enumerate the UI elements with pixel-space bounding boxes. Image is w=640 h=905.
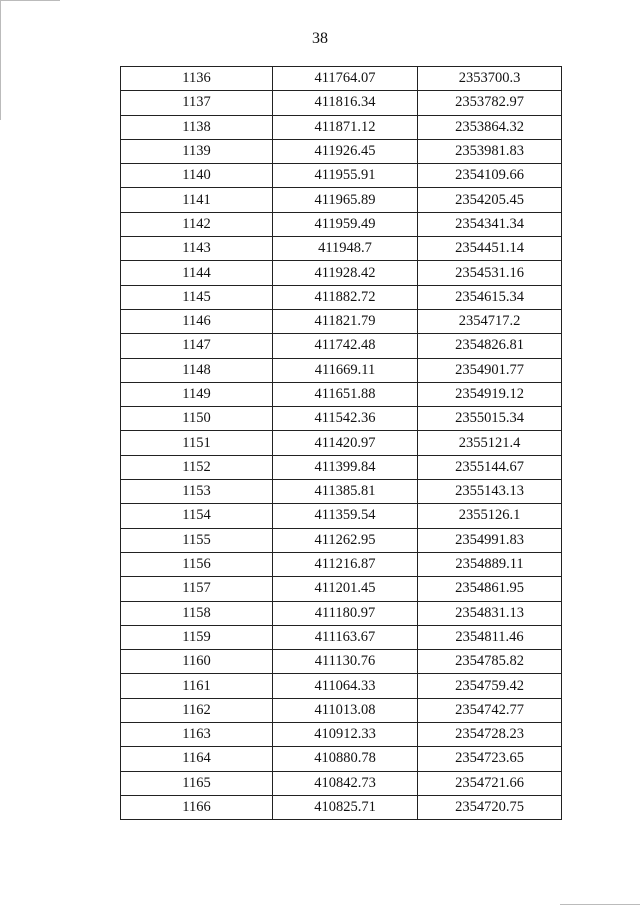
x-coordinate-cell: 411542.36 — [273, 407, 418, 431]
y-coordinate-cell: 2354721.66 — [418, 771, 562, 795]
y-coordinate-cell: 2354919.12 — [418, 382, 562, 406]
table-row — [121, 577, 562, 601]
point-number-cell: 1160 — [121, 650, 273, 674]
point-number-cell: 1152 — [121, 455, 273, 479]
table-row — [121, 723, 562, 747]
x-coordinate-cell: 411420.97 — [273, 431, 418, 455]
point-number-cell: 1151 — [121, 431, 273, 455]
y-coordinate-cell: 2354861.95 — [418, 577, 562, 601]
table-row — [121, 139, 562, 163]
y-coordinate-cell: 2355144.67 — [418, 455, 562, 479]
point-number-cell: 1144 — [121, 261, 273, 285]
table-row — [121, 237, 562, 261]
table-row — [121, 795, 562, 819]
x-coordinate-cell: 410825.71 — [273, 795, 418, 819]
x-coordinate-cell: 410912.33 — [273, 723, 418, 747]
x-coordinate-cell: 411359.54 — [273, 504, 418, 528]
x-coordinate-cell: 411955.91 — [273, 164, 418, 188]
y-coordinate-cell: 2354720.75 — [418, 795, 562, 819]
y-coordinate-cell: 2354717.2 — [418, 309, 562, 333]
x-coordinate-cell: 411130.76 — [273, 650, 418, 674]
x-coordinate-cell: 411821.79 — [273, 309, 418, 333]
point-number-cell: 1147 — [121, 334, 273, 358]
point-number-cell: 1145 — [121, 285, 273, 309]
scan-edge-mark — [0, 0, 1, 120]
point-number-cell: 1150 — [121, 407, 273, 431]
point-number-cell: 1141 — [121, 188, 273, 212]
x-coordinate-cell: 411669.11 — [273, 358, 418, 382]
x-coordinate-cell: 411262.95 — [273, 528, 418, 552]
y-coordinate-cell: 2354811.46 — [418, 625, 562, 649]
table-row — [121, 309, 562, 333]
y-coordinate-cell: 2354531.16 — [418, 261, 562, 285]
x-coordinate-cell: 411385.81 — [273, 480, 418, 504]
x-coordinate-cell: 411742.48 — [273, 334, 418, 358]
point-number-cell: 1162 — [121, 698, 273, 722]
x-coordinate-cell: 411816.34 — [273, 91, 418, 115]
table-row — [121, 455, 562, 479]
x-coordinate-cell: 411871.12 — [273, 115, 418, 139]
table-row — [121, 91, 562, 115]
point-number-cell: 1146 — [121, 309, 273, 333]
table-row — [121, 552, 562, 576]
point-number-cell: 1137 — [121, 91, 273, 115]
y-coordinate-cell: 2354889.11 — [418, 552, 562, 576]
y-coordinate-cell: 2355126.1 — [418, 504, 562, 528]
x-coordinate-cell: 410880.78 — [273, 747, 418, 771]
x-coordinate-cell: 411928.42 — [273, 261, 418, 285]
point-number-cell: 1153 — [121, 480, 273, 504]
table-row — [121, 504, 562, 528]
point-number-cell: 1138 — [121, 115, 273, 139]
x-coordinate-cell: 411399.84 — [273, 455, 418, 479]
point-number-cell: 1143 — [121, 237, 273, 261]
table-row — [121, 358, 562, 382]
point-number-cell: 1166 — [121, 795, 273, 819]
x-coordinate-cell: 411163.67 — [273, 625, 418, 649]
table-row — [121, 528, 562, 552]
y-coordinate-cell: 2354723.65 — [418, 747, 562, 771]
point-number-cell: 1163 — [121, 723, 273, 747]
y-coordinate-cell: 2354109.66 — [418, 164, 562, 188]
table-row — [121, 407, 562, 431]
y-coordinate-cell: 2355121.4 — [418, 431, 562, 455]
point-number-cell: 1139 — [121, 139, 273, 163]
table-row — [121, 771, 562, 795]
y-coordinate-cell: 2354728.23 — [418, 723, 562, 747]
x-coordinate-cell: 411201.45 — [273, 577, 418, 601]
y-coordinate-cell: 2354991.83 — [418, 528, 562, 552]
point-number-cell: 1159 — [121, 625, 273, 649]
x-coordinate-cell: 411926.45 — [273, 139, 418, 163]
table-row — [121, 650, 562, 674]
table-row — [121, 188, 562, 212]
point-number-cell: 1136 — [121, 67, 273, 91]
table-row — [121, 698, 562, 722]
table-row — [121, 67, 562, 91]
point-number-cell: 1157 — [121, 577, 273, 601]
table-row — [121, 625, 562, 649]
y-coordinate-cell: 2354341.34 — [418, 212, 562, 236]
x-coordinate-cell: 411764.07 — [273, 67, 418, 91]
point-number-cell: 1148 — [121, 358, 273, 382]
table-row — [121, 164, 562, 188]
x-coordinate-cell: 411216.87 — [273, 552, 418, 576]
point-number-cell: 1154 — [121, 504, 273, 528]
table-row — [121, 431, 562, 455]
point-number-cell: 1140 — [121, 164, 273, 188]
y-coordinate-cell: 2354451.14 — [418, 237, 562, 261]
point-number-cell: 1164 — [121, 747, 273, 771]
y-coordinate-cell: 2353864.32 — [418, 115, 562, 139]
table-row — [121, 334, 562, 358]
x-coordinate-cell: 411882.72 — [273, 285, 418, 309]
y-coordinate-cell: 2353782.97 — [418, 91, 562, 115]
y-coordinate-cell: 2354759.42 — [418, 674, 562, 698]
x-coordinate-cell: 410842.73 — [273, 771, 418, 795]
table-row — [121, 261, 562, 285]
table-row — [121, 747, 562, 771]
y-coordinate-cell: 2355015.34 — [418, 407, 562, 431]
x-coordinate-cell: 411013.08 — [273, 698, 418, 722]
y-coordinate-cell: 2354901.77 — [418, 358, 562, 382]
table-row — [121, 601, 562, 625]
point-number-cell: 1142 — [121, 212, 273, 236]
point-number-cell: 1155 — [121, 528, 273, 552]
table-row — [121, 115, 562, 139]
y-coordinate-cell: 2354205.45 — [418, 188, 562, 212]
y-coordinate-cell: 2353981.83 — [418, 139, 562, 163]
point-number-cell: 1158 — [121, 601, 273, 625]
x-coordinate-cell: 411965.89 — [273, 188, 418, 212]
page-number: 38 — [312, 30, 328, 47]
y-coordinate-cell: 2355143.13 — [418, 480, 562, 504]
coordinates-table — [120, 66, 562, 820]
scan-edge-mark — [0, 0, 60, 1]
table-row — [121, 674, 562, 698]
point-number-cell: 1161 — [121, 674, 273, 698]
x-coordinate-cell: 411959.49 — [273, 212, 418, 236]
table-row — [121, 480, 562, 504]
point-number-cell: 1165 — [121, 771, 273, 795]
x-coordinate-cell: 411948.7 — [273, 237, 418, 261]
coordinates-table-body — [121, 67, 562, 820]
x-coordinate-cell: 411180.97 — [273, 601, 418, 625]
y-coordinate-cell: 2354831.13 — [418, 601, 562, 625]
point-number-cell: 1156 — [121, 552, 273, 576]
y-coordinate-cell: 2354742.77 — [418, 698, 562, 722]
point-number-cell: 1149 — [121, 382, 273, 406]
x-coordinate-cell: 411064.33 — [273, 674, 418, 698]
y-coordinate-cell: 2354615.34 — [418, 285, 562, 309]
y-coordinate-cell: 2354826.81 — [418, 334, 562, 358]
table-row — [121, 285, 562, 309]
x-coordinate-cell: 411651.88 — [273, 382, 418, 406]
table-row — [121, 382, 562, 406]
y-coordinate-cell: 2354785.82 — [418, 650, 562, 674]
y-coordinate-cell: 2353700.3 — [418, 67, 562, 91]
table-row — [121, 212, 562, 236]
